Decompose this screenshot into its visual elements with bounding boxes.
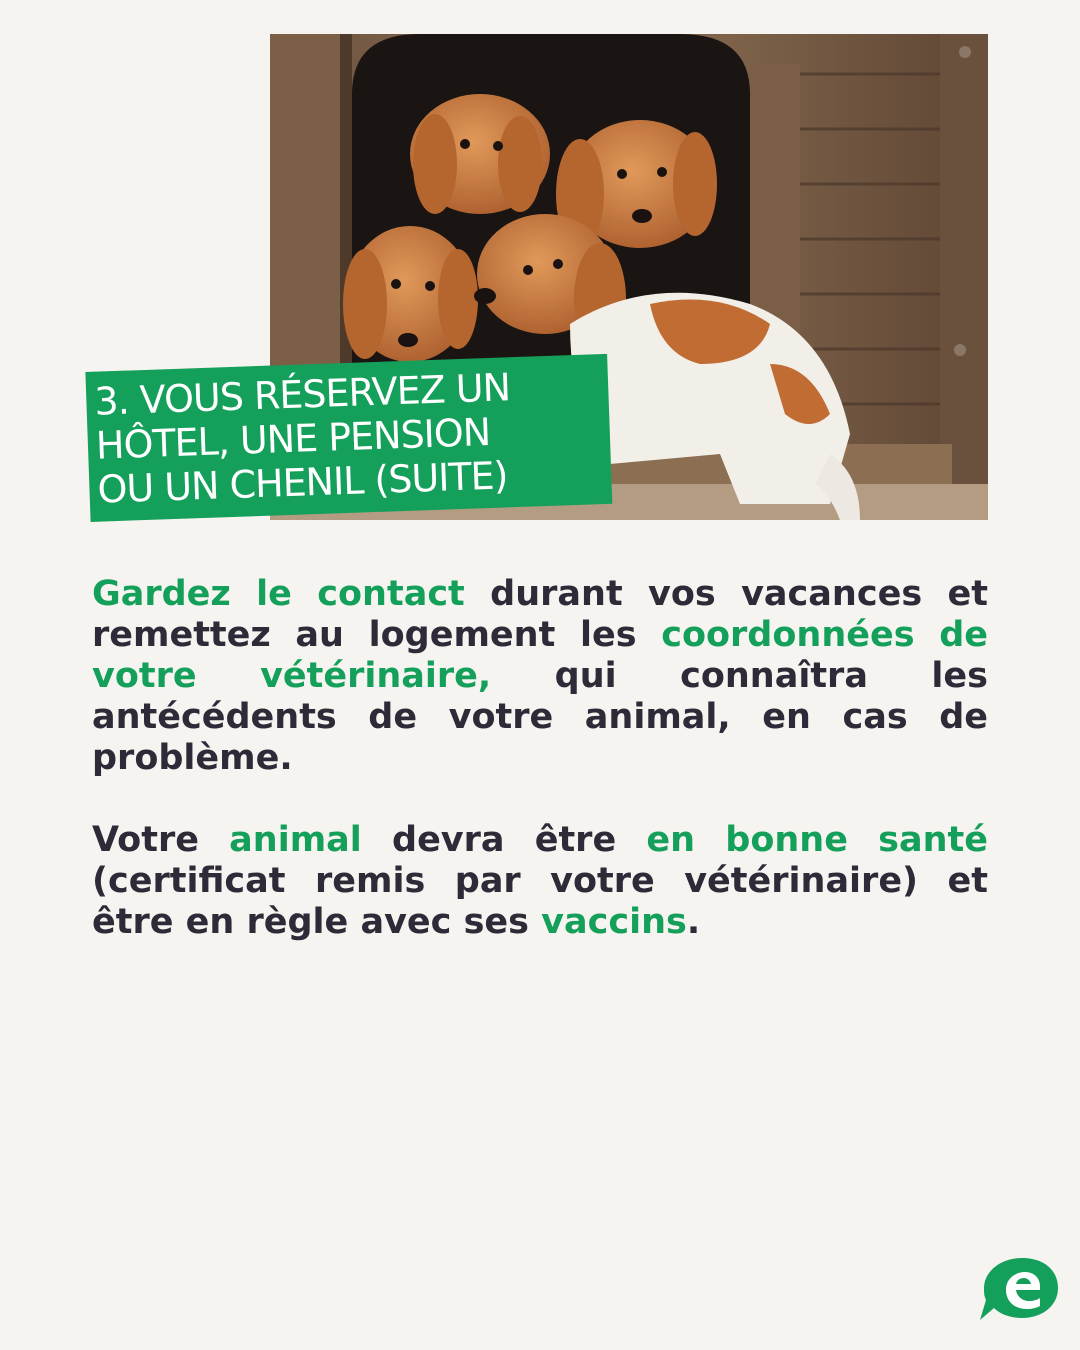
paragraph-contact (92, 574, 988, 779)
paragraph-2-text-4: . (686, 902, 701, 942)
highlight-good-health: en bonne santé (646, 820, 988, 860)
paragraph-1-text-1: durant vos vacances et remettez au logement les (92, 574, 988, 655)
paragraph-health (92, 820, 988, 943)
paragraph-2-text-1: Votre (92, 820, 230, 860)
highlight-keep-contact: Gardez le contact (92, 574, 465, 614)
body-text (92, 574, 988, 943)
title-line-3: OU UN CHENIL (SUITE) (96, 453, 509, 512)
brand-e-logo-icon (976, 1256, 1060, 1322)
paragraph-2-text-2: devra être (361, 820, 647, 860)
paragraph-1-text-2: qui connaîtra les antécédents de votre animal, en cas de problème. (92, 656, 988, 778)
highlight-animal: animal (229, 820, 362, 860)
highlight-vet-contact: coordonnées de votre vétérinaire, (92, 615, 988, 696)
section-title-banner (85, 354, 612, 522)
title-line-1: 3. VOUS RÉSERVEZ UN (93, 365, 511, 424)
title-line-2: HÔTEL, UNE PENSION (95, 409, 491, 468)
paragraph-2-text-3: (certificat remis par votre vétérinaire) et être en règle avec ses (92, 861, 988, 942)
highlight-vaccines: vaccins (541, 902, 687, 942)
